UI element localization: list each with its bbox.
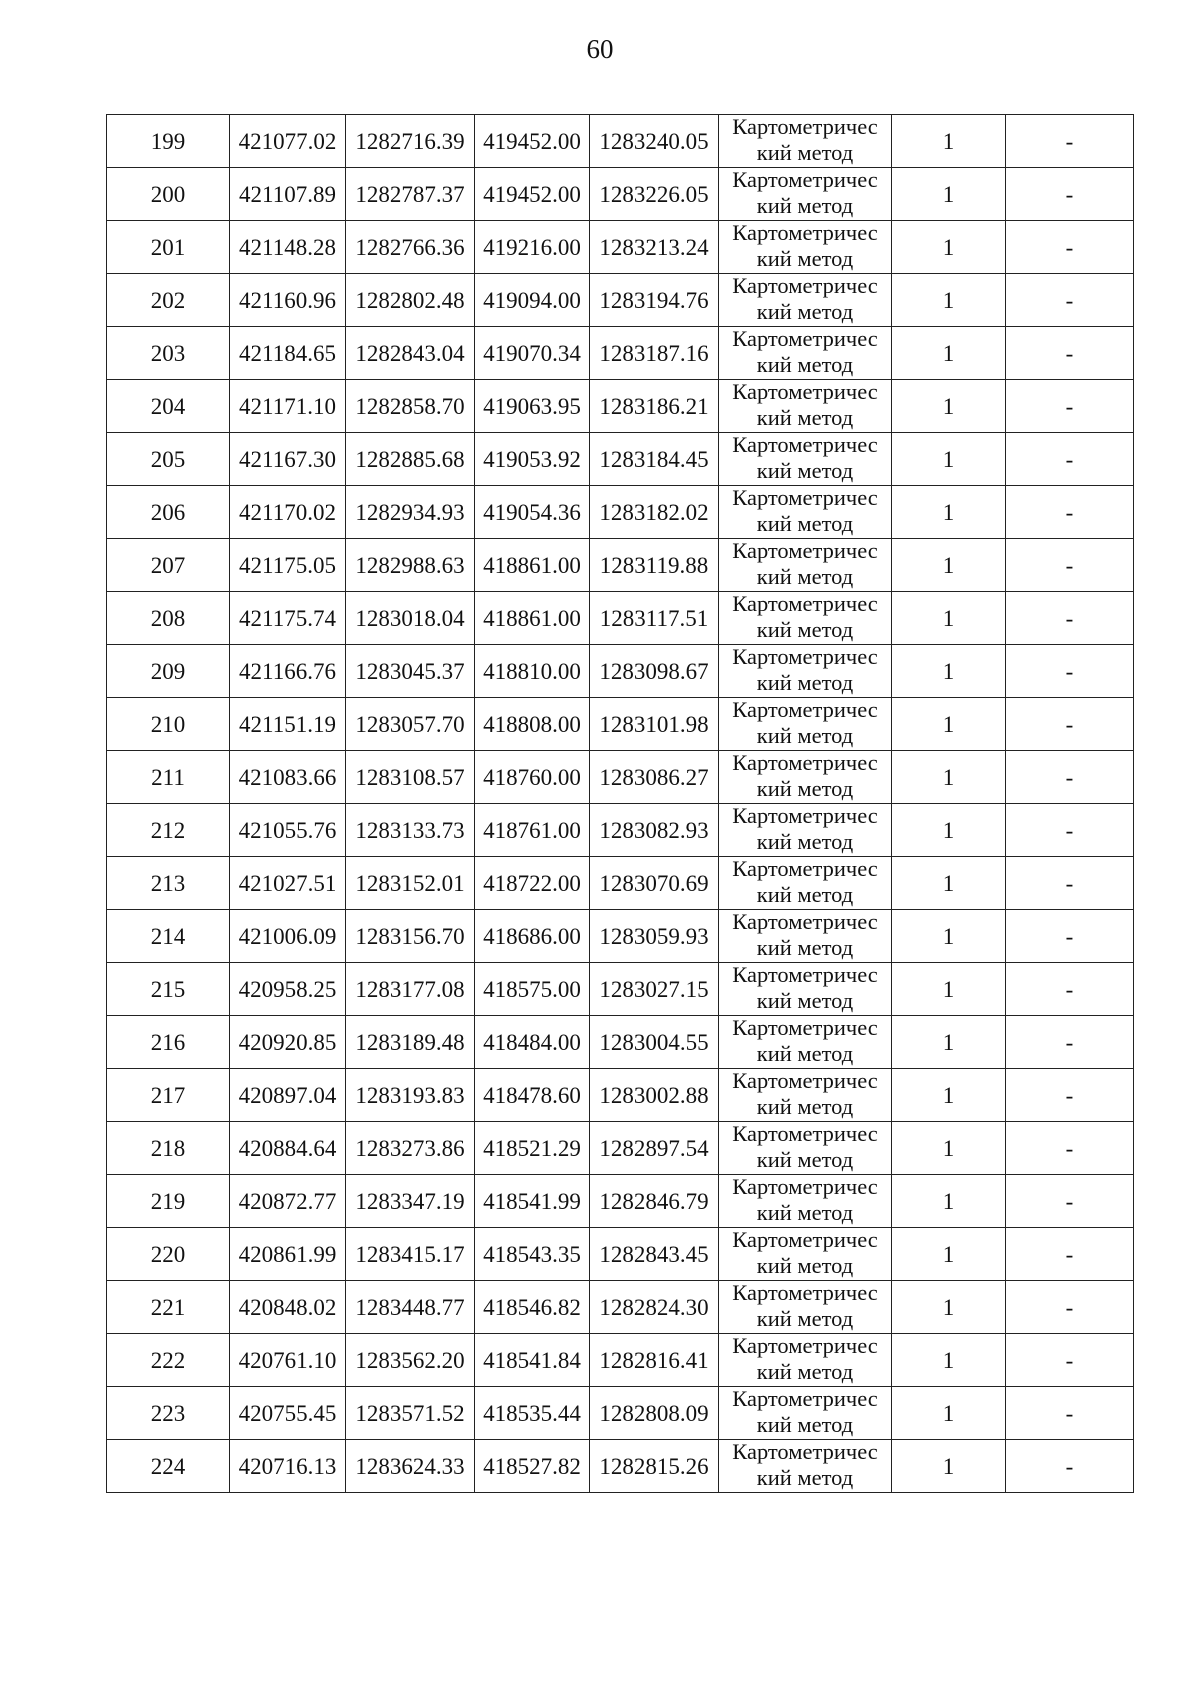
table-row: [107, 804, 1134, 857]
method-cell: [719, 1122, 892, 1175]
x-existing-cell: 420920.85: [230, 1016, 346, 1069]
y-existing-cell: 1282787.37: [346, 168, 475, 221]
method-line-1: Картометричес: [732, 273, 878, 298]
method-line-1: Картометричес: [732, 326, 878, 351]
point-number-cell: 205: [107, 433, 230, 486]
method-cell: [719, 1281, 892, 1334]
note-cell: -: [1006, 698, 1134, 751]
x-new-cell: 418808.00: [475, 698, 590, 751]
x-new-cell: 419053.92: [475, 433, 590, 486]
method-cell: [719, 1440, 892, 1493]
method-cell: [719, 327, 892, 380]
accuracy-cell: 1: [892, 592, 1006, 645]
note-cell: -: [1006, 1016, 1134, 1069]
point-number-cell: 218: [107, 1122, 230, 1175]
x-new-cell: 419063.95: [475, 380, 590, 433]
table-row: [107, 592, 1134, 645]
table-row: [107, 1334, 1134, 1387]
method-cell: [719, 963, 892, 1016]
x-new-cell: 418478.60: [475, 1069, 590, 1122]
note-cell: -: [1006, 751, 1134, 804]
x-existing-cell: 421167.30: [230, 433, 346, 486]
point-number-cell: 211: [107, 751, 230, 804]
y-new-cell: 1283082.93: [590, 804, 719, 857]
point-number-cell: 207: [107, 539, 230, 592]
accuracy-cell: 1: [892, 539, 1006, 592]
x-new-cell: 418535.44: [475, 1387, 590, 1440]
x-existing-cell: 420872.77: [230, 1175, 346, 1228]
x-existing-cell: 421175.05: [230, 539, 346, 592]
y-new-cell: 1283101.98: [590, 698, 719, 751]
x-existing-cell: 421083.66: [230, 751, 346, 804]
x-new-cell: 419094.00: [475, 274, 590, 327]
accuracy-cell: 1: [892, 1069, 1006, 1122]
x-new-cell: 418521.29: [475, 1122, 590, 1175]
y-new-cell: 1282815.26: [590, 1440, 719, 1493]
accuracy-cell: 1: [892, 327, 1006, 380]
method-cell: [719, 592, 892, 645]
method-cell: [719, 804, 892, 857]
x-new-cell: 418761.00: [475, 804, 590, 857]
method-line-1: Картометричес: [732, 591, 878, 616]
table-row: [107, 115, 1134, 168]
method-line-1: Картометричес: [732, 644, 878, 669]
method-cell: [719, 1016, 892, 1069]
coordinates-table: [106, 114, 1134, 1493]
x-existing-cell: 421027.51: [230, 857, 346, 910]
y-new-cell: 1282843.45: [590, 1228, 719, 1281]
table-row: [107, 1016, 1134, 1069]
y-new-cell: 1283213.24: [590, 221, 719, 274]
note-cell: -: [1006, 486, 1134, 539]
y-existing-cell: 1283133.73: [346, 804, 475, 857]
point-number-cell: 215: [107, 963, 230, 1016]
y-existing-cell: 1283018.04: [346, 592, 475, 645]
accuracy-cell: 1: [892, 751, 1006, 804]
y-new-cell: 1283240.05: [590, 115, 719, 168]
method-cell: [719, 857, 892, 910]
y-new-cell: 1282808.09: [590, 1387, 719, 1440]
x-new-cell: 419070.34: [475, 327, 590, 380]
x-new-cell: 418575.00: [475, 963, 590, 1016]
point-number-cell: 220: [107, 1228, 230, 1281]
method-line-1: Картометричес: [732, 803, 878, 828]
method-line-2: кий метод: [756, 988, 854, 1013]
method-line-1: Картометричес: [732, 485, 878, 510]
method-line-2: кий метод: [756, 564, 854, 589]
method-line-2: кий метод: [756, 723, 854, 748]
method-line-1: Картометричес: [732, 220, 878, 245]
method-cell: [719, 539, 892, 592]
x-existing-cell: 420884.64: [230, 1122, 346, 1175]
method-line-2: кий метод: [756, 829, 854, 854]
point-number-cell: 209: [107, 645, 230, 698]
point-number-cell: 223: [107, 1387, 230, 1440]
point-number-cell: 219: [107, 1175, 230, 1228]
page-number: 60: [586, 34, 614, 64]
x-new-cell: 418546.82: [475, 1281, 590, 1334]
note-cell: -: [1006, 274, 1134, 327]
table-row: [107, 1069, 1134, 1122]
point-number-cell: 204: [107, 380, 230, 433]
accuracy-cell: 1: [892, 1281, 1006, 1334]
table-row: [107, 1440, 1134, 1493]
x-existing-cell: 421184.65: [230, 327, 346, 380]
y-new-cell: 1283186.21: [590, 380, 719, 433]
x-new-cell: 418541.84: [475, 1334, 590, 1387]
table-row: [107, 1122, 1134, 1175]
y-new-cell: 1282816.41: [590, 1334, 719, 1387]
point-number-cell: 216: [107, 1016, 230, 1069]
method-line-1: Картометричес: [732, 1439, 878, 1464]
method-cell: [719, 1228, 892, 1281]
table-body: [107, 115, 1134, 1493]
method-line-1: Картометричес: [732, 379, 878, 404]
method-cell: [719, 168, 892, 221]
accuracy-cell: 1: [892, 645, 1006, 698]
method-cell: [719, 380, 892, 433]
method-line-2: кий метод: [756, 882, 854, 907]
y-existing-cell: 1282858.70: [346, 380, 475, 433]
table-row: [107, 1175, 1134, 1228]
method-line-1: Картометричес: [732, 962, 878, 987]
table-row: [107, 486, 1134, 539]
method-line-1: Картометричес: [732, 1227, 878, 1252]
point-number-cell: 212: [107, 804, 230, 857]
method-cell: [719, 221, 892, 274]
x-existing-cell: 421170.02: [230, 486, 346, 539]
method-line-1: Картометричес: [732, 1280, 878, 1305]
x-existing-cell: 421077.02: [230, 115, 346, 168]
method-line-1: Картометричес: [732, 1333, 878, 1358]
x-new-cell: 419452.00: [475, 115, 590, 168]
y-new-cell: 1283117.51: [590, 592, 719, 645]
x-existing-cell: 421006.09: [230, 910, 346, 963]
table-row: [107, 698, 1134, 751]
method-line-2: кий метод: [756, 1200, 854, 1225]
method-line-2: кий метод: [756, 1253, 854, 1278]
note-cell: -: [1006, 1175, 1134, 1228]
note-cell: -: [1006, 380, 1134, 433]
note-cell: -: [1006, 804, 1134, 857]
x-existing-cell: 421175.74: [230, 592, 346, 645]
method-line-1: Картометричес: [732, 1015, 878, 1040]
y-new-cell: 1283119.88: [590, 539, 719, 592]
y-new-cell: 1283002.88: [590, 1069, 719, 1122]
y-existing-cell: 1283415.17: [346, 1228, 475, 1281]
x-new-cell: 418484.00: [475, 1016, 590, 1069]
x-new-cell: 418722.00: [475, 857, 590, 910]
method-line-1: Картометричес: [732, 697, 878, 722]
note-cell: -: [1006, 1334, 1134, 1387]
table-row: [107, 168, 1134, 221]
method-line-2: кий метод: [756, 1359, 854, 1384]
point-number-cell: 221: [107, 1281, 230, 1334]
table-row: [107, 1387, 1134, 1440]
accuracy-cell: 1: [892, 804, 1006, 857]
y-new-cell: 1283098.67: [590, 645, 719, 698]
x-new-cell: 418810.00: [475, 645, 590, 698]
method-line-1: Картометричес: [732, 432, 878, 457]
y-existing-cell: 1283108.57: [346, 751, 475, 804]
note-cell: -: [1006, 963, 1134, 1016]
x-existing-cell: 421148.28: [230, 221, 346, 274]
y-existing-cell: 1283045.37: [346, 645, 475, 698]
x-new-cell: 418541.99: [475, 1175, 590, 1228]
x-existing-cell: 420861.99: [230, 1228, 346, 1281]
method-line-2: кий метод: [756, 1041, 854, 1066]
method-line-1: Картометричес: [732, 750, 878, 775]
table-row: [107, 274, 1134, 327]
accuracy-cell: 1: [892, 1387, 1006, 1440]
y-existing-cell: 1283177.08: [346, 963, 475, 1016]
method-line-2: кий метод: [756, 299, 854, 324]
note-cell: -: [1006, 327, 1134, 380]
x-new-cell: 419452.00: [475, 168, 590, 221]
y-existing-cell: 1283571.52: [346, 1387, 475, 1440]
accuracy-cell: 1: [892, 486, 1006, 539]
table-row: [107, 857, 1134, 910]
method-line-2: кий метод: [756, 617, 854, 642]
method-line-1: Картометричес: [732, 1174, 878, 1199]
accuracy-cell: 1: [892, 380, 1006, 433]
note-cell: -: [1006, 910, 1134, 963]
y-new-cell: 1282897.54: [590, 1122, 719, 1175]
y-new-cell: 1283086.27: [590, 751, 719, 804]
x-new-cell: 419054.36: [475, 486, 590, 539]
method-line-2: кий метод: [756, 670, 854, 695]
point-number-cell: 217: [107, 1069, 230, 1122]
x-new-cell: 419216.00: [475, 221, 590, 274]
method-line-2: кий метод: [756, 1094, 854, 1119]
table-row: [107, 751, 1134, 804]
point-number-cell: 224: [107, 1440, 230, 1493]
accuracy-cell: 1: [892, 698, 1006, 751]
method-cell: [719, 1175, 892, 1228]
x-existing-cell: 420897.04: [230, 1069, 346, 1122]
point-number-cell: 222: [107, 1334, 230, 1387]
x-existing-cell: 420716.13: [230, 1440, 346, 1493]
method-line-1: Картометричес: [732, 1386, 878, 1411]
y-existing-cell: 1283562.20: [346, 1334, 475, 1387]
table-row: [107, 327, 1134, 380]
accuracy-cell: 1: [892, 168, 1006, 221]
table-row: [107, 221, 1134, 274]
method-line-2: кий метод: [756, 1147, 854, 1172]
method-cell: [719, 1387, 892, 1440]
y-existing-cell: 1282802.48: [346, 274, 475, 327]
accuracy-cell: 1: [892, 1228, 1006, 1281]
x-new-cell: 418861.00: [475, 539, 590, 592]
method-line-2: кий метод: [756, 511, 854, 536]
method-line-1: Картометричес: [732, 538, 878, 563]
note-cell: -: [1006, 115, 1134, 168]
table-row: [107, 380, 1134, 433]
table-row: [107, 910, 1134, 963]
y-existing-cell: 1282843.04: [346, 327, 475, 380]
x-existing-cell: 420761.10: [230, 1334, 346, 1387]
y-new-cell: 1283184.45: [590, 433, 719, 486]
note-cell: -: [1006, 1440, 1134, 1493]
y-existing-cell: 1283347.19: [346, 1175, 475, 1228]
y-existing-cell: 1282988.63: [346, 539, 475, 592]
accuracy-cell: 1: [892, 963, 1006, 1016]
method-line-1: Картометричес: [732, 167, 878, 192]
note-cell: -: [1006, 857, 1134, 910]
table-row: [107, 645, 1134, 698]
method-line-2: кий метод: [756, 140, 854, 165]
method-line-2: кий метод: [756, 1306, 854, 1331]
y-new-cell: 1283187.16: [590, 327, 719, 380]
method-cell: [719, 274, 892, 327]
note-cell: -: [1006, 168, 1134, 221]
x-existing-cell: 420958.25: [230, 963, 346, 1016]
accuracy-cell: 1: [892, 433, 1006, 486]
y-new-cell: 1283182.02: [590, 486, 719, 539]
point-number-cell: 199: [107, 115, 230, 168]
accuracy-cell: 1: [892, 115, 1006, 168]
x-new-cell: 418543.35: [475, 1228, 590, 1281]
method-line-1: Картометричес: [732, 114, 878, 139]
note-cell: -: [1006, 1122, 1134, 1175]
x-new-cell: 418527.82: [475, 1440, 590, 1493]
method-line-2: кий метод: [756, 935, 854, 960]
y-new-cell: 1283070.69: [590, 857, 719, 910]
accuracy-cell: 1: [892, 274, 1006, 327]
x-new-cell: 418686.00: [475, 910, 590, 963]
x-existing-cell: 421166.76: [230, 645, 346, 698]
method-cell: [719, 1069, 892, 1122]
point-number-cell: 202: [107, 274, 230, 327]
point-number-cell: 200: [107, 168, 230, 221]
note-cell: -: [1006, 1387, 1134, 1440]
table-row: [107, 539, 1134, 592]
accuracy-cell: 1: [892, 221, 1006, 274]
y-existing-cell: 1283448.77: [346, 1281, 475, 1334]
method-cell: [719, 433, 892, 486]
method-cell: [719, 751, 892, 804]
y-new-cell: 1283194.76: [590, 274, 719, 327]
point-number-cell: 208: [107, 592, 230, 645]
method-line-1: Картометричес: [732, 856, 878, 881]
point-number-cell: 214: [107, 910, 230, 963]
y-existing-cell: 1282934.93: [346, 486, 475, 539]
method-line-2: кий метод: [756, 1465, 854, 1490]
accuracy-cell: 1: [892, 1175, 1006, 1228]
method-cell: [719, 115, 892, 168]
x-existing-cell: 421171.10: [230, 380, 346, 433]
accuracy-cell: 1: [892, 1440, 1006, 1493]
method-cell: [719, 698, 892, 751]
y-existing-cell: 1283624.33: [346, 1440, 475, 1493]
point-number-cell: 206: [107, 486, 230, 539]
method-cell: [719, 486, 892, 539]
method-line-2: кий метод: [756, 352, 854, 377]
method-line-2: кий метод: [756, 1412, 854, 1437]
point-number-cell: 203: [107, 327, 230, 380]
x-existing-cell: 421055.76: [230, 804, 346, 857]
y-existing-cell: 1282766.36: [346, 221, 475, 274]
x-existing-cell: 420848.02: [230, 1281, 346, 1334]
method-line-1: Картометричес: [732, 1068, 878, 1093]
y-new-cell: 1283226.05: [590, 168, 719, 221]
y-existing-cell: 1283156.70: [346, 910, 475, 963]
point-number-cell: 210: [107, 698, 230, 751]
note-cell: -: [1006, 1069, 1134, 1122]
y-existing-cell: 1283193.83: [346, 1069, 475, 1122]
method-line-1: Картометричес: [732, 1121, 878, 1146]
y-new-cell: 1283059.93: [590, 910, 719, 963]
method-line-2: кий метод: [756, 405, 854, 430]
method-cell: [719, 1334, 892, 1387]
table-row: [107, 1228, 1134, 1281]
point-number-cell: 201: [107, 221, 230, 274]
x-existing-cell: 421160.96: [230, 274, 346, 327]
y-existing-cell: 1283189.48: [346, 1016, 475, 1069]
note-cell: -: [1006, 645, 1134, 698]
note-cell: -: [1006, 433, 1134, 486]
x-existing-cell: 421151.19: [230, 698, 346, 751]
method-cell: [719, 910, 892, 963]
table-row: [107, 433, 1134, 486]
table-row: [107, 1281, 1134, 1334]
point-number-cell: 213: [107, 857, 230, 910]
y-existing-cell: 1283273.86: [346, 1122, 475, 1175]
method-line-1: Картометричес: [732, 909, 878, 934]
table-row: [107, 963, 1134, 1016]
x-new-cell: 418861.00: [475, 592, 590, 645]
note-cell: -: [1006, 539, 1134, 592]
note-cell: -: [1006, 1228, 1134, 1281]
y-existing-cell: 1282885.68: [346, 433, 475, 486]
x-existing-cell: 420755.45: [230, 1387, 346, 1440]
x-existing-cell: 421107.89: [230, 168, 346, 221]
method-line-2: кий метод: [756, 246, 854, 271]
method-line-2: кий метод: [756, 776, 854, 801]
y-existing-cell: 1283057.70: [346, 698, 475, 751]
x-new-cell: 418760.00: [475, 751, 590, 804]
method-line-2: кий метод: [756, 193, 854, 218]
accuracy-cell: 1: [892, 857, 1006, 910]
y-new-cell: 1282846.79: [590, 1175, 719, 1228]
accuracy-cell: 1: [892, 1122, 1006, 1175]
note-cell: -: [1006, 592, 1134, 645]
y-existing-cell: 1282716.39: [346, 115, 475, 168]
note-cell: -: [1006, 1281, 1134, 1334]
accuracy-cell: 1: [892, 1334, 1006, 1387]
accuracy-cell: 1: [892, 1016, 1006, 1069]
y-new-cell: 1282824.30: [590, 1281, 719, 1334]
method-line-2: кий метод: [756, 458, 854, 483]
note-cell: -: [1006, 221, 1134, 274]
y-new-cell: 1283027.15: [590, 963, 719, 1016]
accuracy-cell: 1: [892, 910, 1006, 963]
y-existing-cell: 1283152.01: [346, 857, 475, 910]
method-cell: [719, 645, 892, 698]
y-new-cell: 1283004.55: [590, 1016, 719, 1069]
